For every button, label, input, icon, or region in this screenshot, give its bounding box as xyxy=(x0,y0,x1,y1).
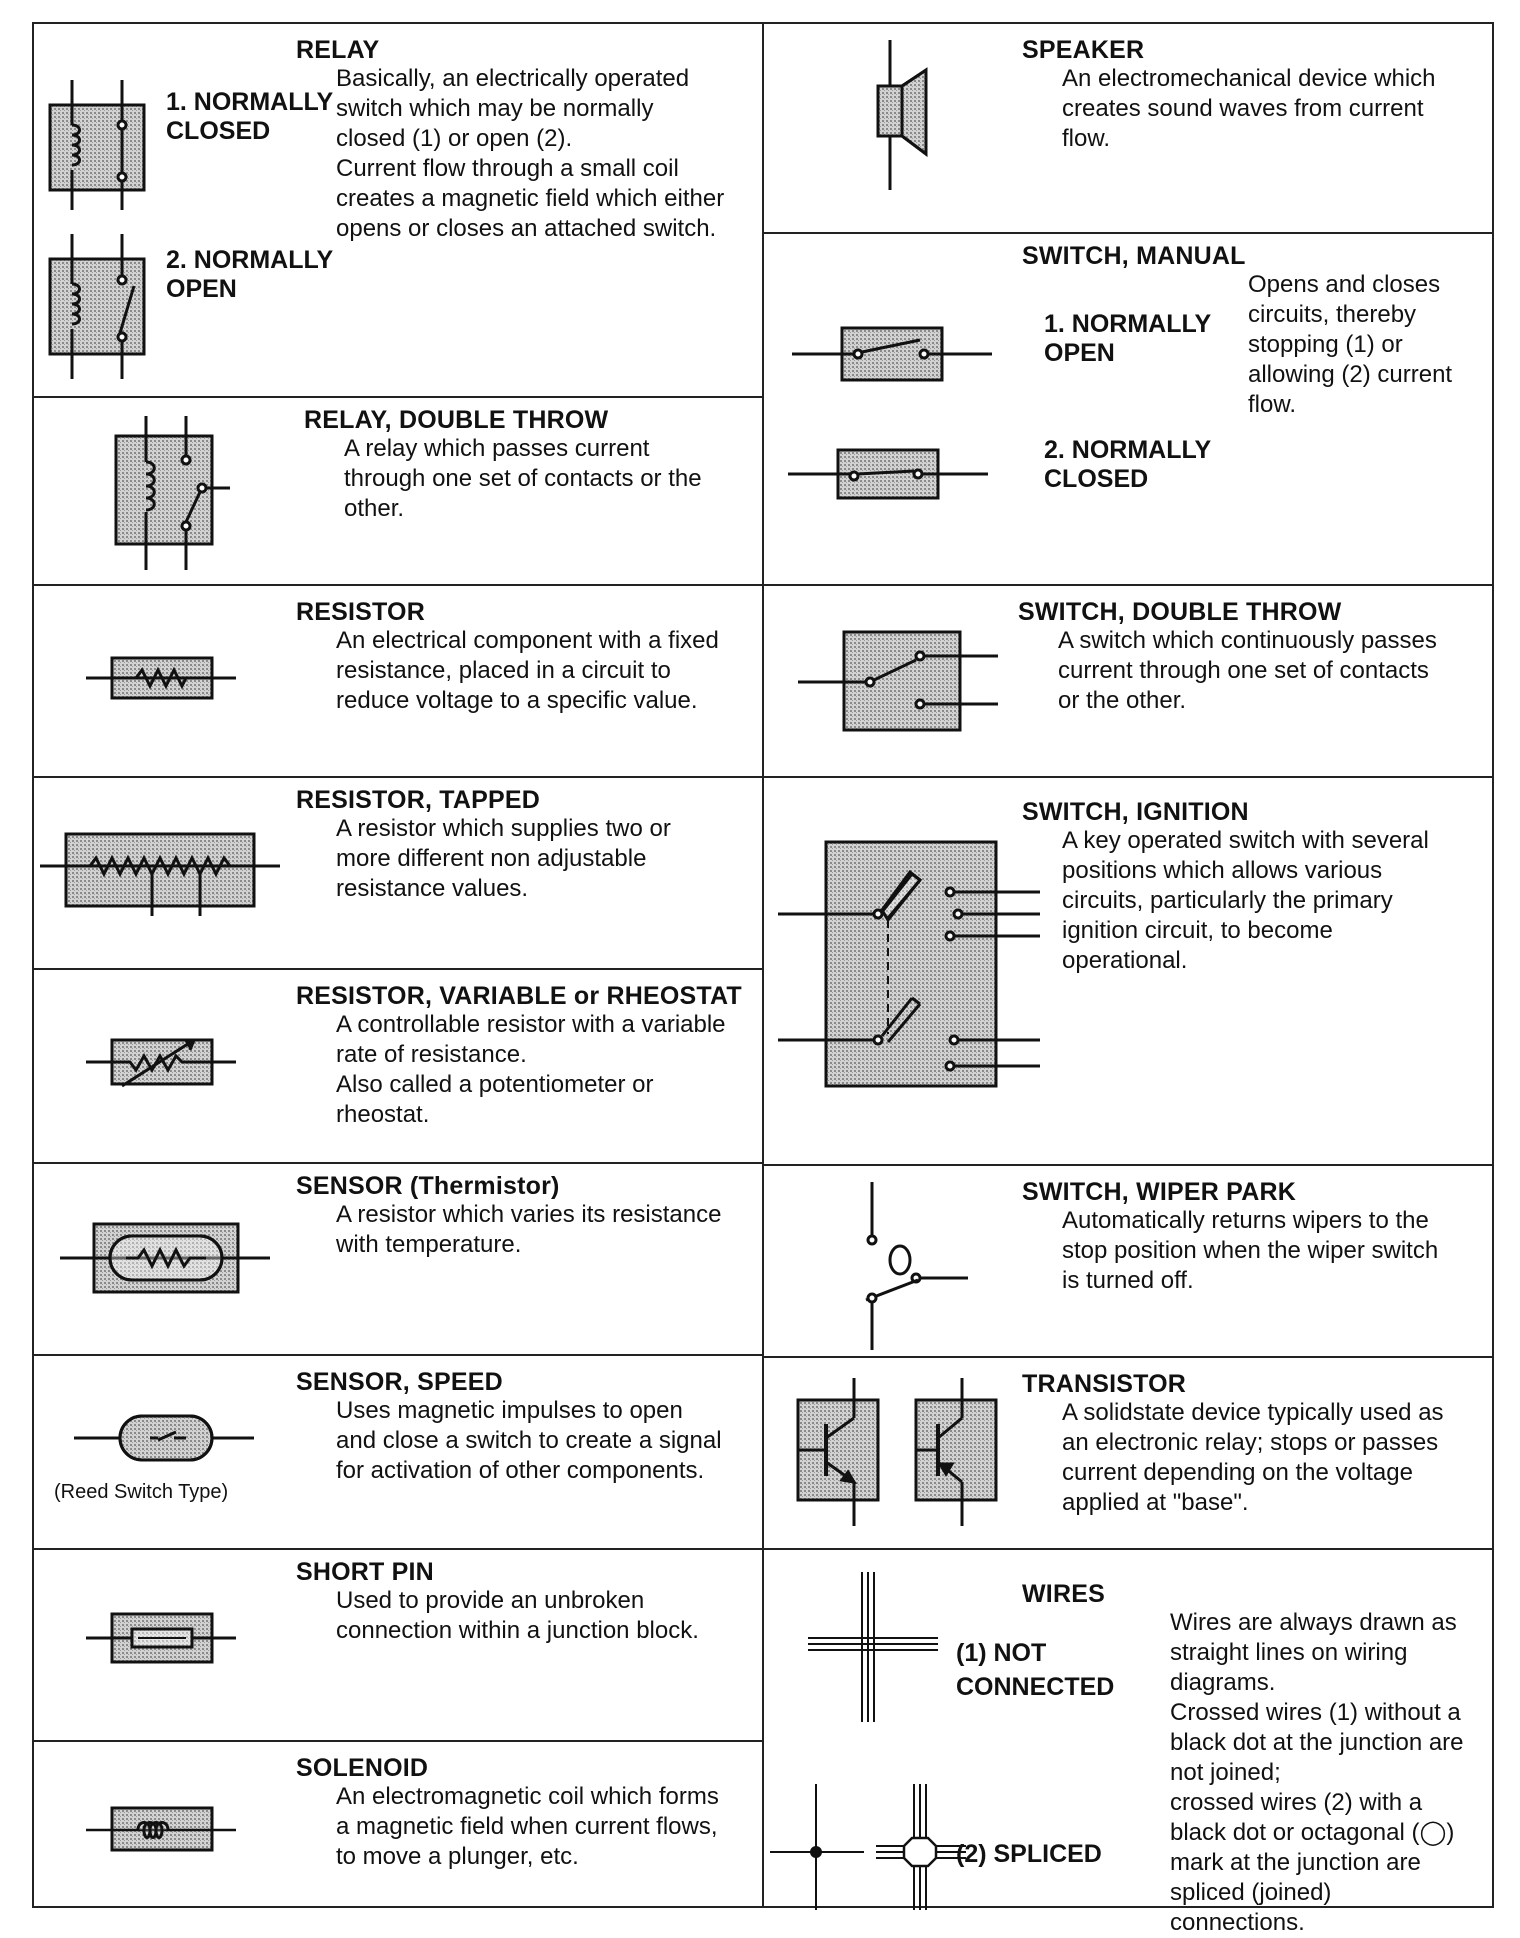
cell-relay xyxy=(32,22,764,398)
sensor-thermistor-title: SENSOR (Thermistor) xyxy=(296,1172,560,1200)
solenoid-symbol xyxy=(86,1802,236,1858)
relay-title: RELAY xyxy=(296,36,380,64)
short-pin-title: SHORT PIN xyxy=(296,1558,434,1586)
transistor-title: TRANSISTOR xyxy=(1022,1370,1187,1398)
relay-double-throw-description: A relay which passes current through one set of contacts or the other. xyxy=(344,435,702,522)
cell-switch-wiper-park xyxy=(762,1164,1494,1358)
relay-double-throw-title: RELAY, DOUBLE THROW xyxy=(304,406,609,434)
short-pin-symbol xyxy=(86,1608,236,1668)
speaker-description: An electromechanical device which creates sound waves from current flow. xyxy=(1062,65,1436,152)
switch-double-throw-symbol xyxy=(798,626,998,736)
manual-switch-normally-open-symbol xyxy=(792,322,992,386)
cell-resistor xyxy=(32,584,764,778)
ignition-switch-symbol xyxy=(778,834,1058,1104)
sensor-speed-title: SENSOR, SPEED xyxy=(296,1368,503,1396)
resistor-variable-title: RESISTOR, VARIABLE or RHEOSTAT xyxy=(296,982,742,1010)
relay-normally-open-label: 2. NORMALLY OPEN xyxy=(166,246,334,303)
cell-resistor-variable xyxy=(32,968,764,1164)
resistor-title: RESISTOR xyxy=(296,598,425,626)
wires-title: WIRES xyxy=(1022,1580,1105,1608)
switch-double-throw-description: A switch which continuously passes current through one set of contacts or the other. xyxy=(1058,627,1437,714)
wires-not-connected-symbol xyxy=(808,1572,938,1722)
wires-spliced-symbol xyxy=(770,1784,970,1910)
switch-ignition-title: SWITCH, IGNITION xyxy=(1022,798,1249,826)
transistor-description: A solidstate device typically used as an electronic relay; stops or passes current depending on the voltage applied at "base". xyxy=(1062,1399,1444,1516)
speaker-symbol xyxy=(870,40,950,190)
cell-switch-ignition xyxy=(762,776,1494,1166)
speaker-title: SPEAKER xyxy=(1022,36,1145,64)
cell-resistor-tapped xyxy=(32,776,764,970)
switch-manual-description: Opens and closes circuits, thereby stopping (1) or allowing (2) current flow. xyxy=(1248,271,1453,418)
cell-switch-manual xyxy=(762,232,1494,586)
switch-ignition-description: A key operated switch with several positions which allows various circuits, particularly the primary ignition circuit, to become operational. xyxy=(1062,827,1429,974)
cell-sensor-speed xyxy=(32,1354,764,1550)
relay-normally-open-symbol xyxy=(42,234,152,384)
resistor-tapped-title: RESISTOR, TAPPED xyxy=(296,786,540,814)
relay-description: Basically, an electrically operated switch which may be normally closed (1) or open (2). Current flow through a small coil creates a magnetic field which either opens or closes an attached switch. xyxy=(336,65,725,242)
cell-short-pin xyxy=(32,1548,764,1742)
sensor-speed-description: Uses magnetic impulses to open and close a switch to create a signal for activation of other components. xyxy=(336,1397,722,1484)
transistor-npn-symbol xyxy=(792,1378,902,1528)
resistor-description: An electrical component with a fixed resistance, placed in a circuit to reduce voltage to a specific value. xyxy=(336,627,719,714)
wiper-park-switch-symbol xyxy=(836,1182,976,1352)
manual-switch-normally-open-label: 1. NORMALLY OPEN xyxy=(1044,310,1212,367)
switch-manual-title: SWITCH, MANUAL xyxy=(1022,242,1246,270)
manual-switch-normally-closed-symbol xyxy=(788,444,988,504)
symbol-legend-page xyxy=(32,22,1494,1936)
relay-normally-closed-symbol xyxy=(42,80,152,210)
manual-switch-normally-closed-label: 2. NORMALLY CLOSED xyxy=(1044,436,1212,493)
thermistor-symbol xyxy=(60,1218,270,1298)
switch-double-throw-title: SWITCH, DOUBLE THROW xyxy=(1018,598,1342,626)
resistor-tapped-description: A resistor which supplies two or more different non adjustable resistance values. xyxy=(336,815,671,902)
cell-transistor xyxy=(762,1356,1494,1550)
relay-double-throw-symbol xyxy=(106,412,236,574)
resistor-symbol xyxy=(86,652,236,702)
solenoid-description: An electromagnetic coil which forms a magnetic field when current flows, to move a plunger, etc. xyxy=(336,1783,719,1870)
variable-resistor-symbol xyxy=(86,1030,236,1096)
cell-wires xyxy=(762,1548,1494,1936)
transistor-pnp-symbol xyxy=(910,1378,1020,1528)
wires-spliced-label: (2) SPLICED xyxy=(956,1840,1102,1868)
cell-solenoid xyxy=(32,1740,764,1908)
resistor-tapped-symbol xyxy=(40,828,280,918)
cell-sensor-thermistor xyxy=(32,1162,764,1356)
wires-description: Wires are always drawn as straight lines on wiring diagrams. Crossed wires (1) without a black dot at the junction are not joined; crossed wires (2) with a black dot or octagonal (◯) mark at the junction are spliced (joined) connections. xyxy=(1170,1609,1464,1936)
cell-relay-double-throw xyxy=(32,396,764,586)
wires-not-connected-label: (1) NOT CONNECTED xyxy=(956,1639,1115,1701)
short-pin-description: Used to provide an unbroken connection within a junction block. xyxy=(336,1587,699,1644)
sensor-thermistor-description: A resistor which varies its resistance with temperature. xyxy=(336,1201,722,1258)
switch-wiper-park-title: SWITCH, WIPER PARK xyxy=(1022,1178,1296,1206)
reed-switch-caption: (Reed Switch Type) xyxy=(54,1481,229,1503)
switch-wiper-park-description: Automatically returns wipers to the stop position when the wiper switch is turned off. xyxy=(1062,1207,1439,1294)
relay-normally-closed-label: 1. NORMALLY CLOSED xyxy=(166,88,334,145)
cell-switch-double-throw xyxy=(762,584,1494,778)
reed-switch-symbol xyxy=(74,1408,254,1468)
resistor-variable-description: A controllable resistor with a variable rate of resistance. Also called a potentiometer or rheostat. xyxy=(336,1011,726,1128)
solenoid-title: SOLENOID xyxy=(296,1754,429,1782)
cell-speaker xyxy=(762,22,1494,234)
